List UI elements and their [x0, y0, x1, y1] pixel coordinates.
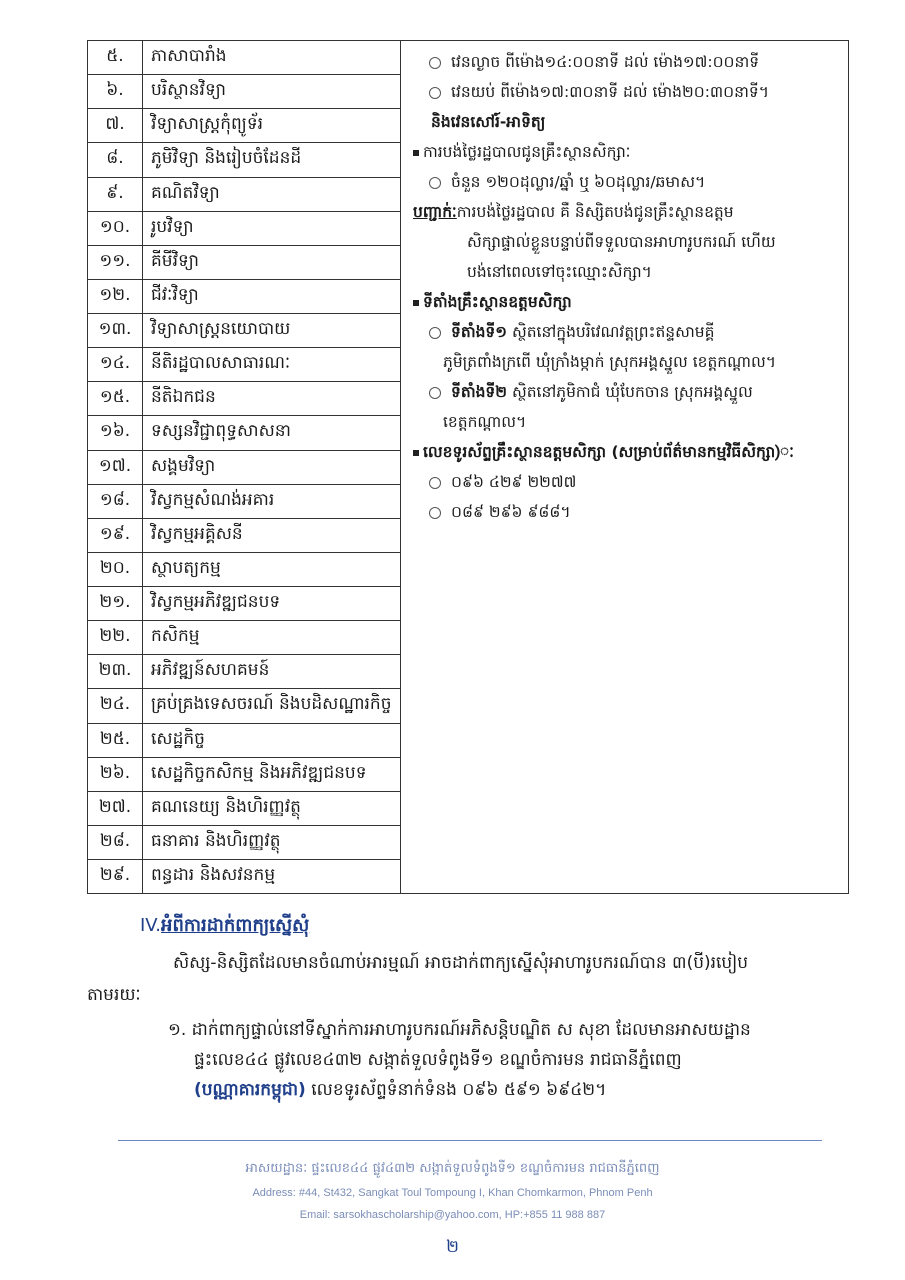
circle-bullet-icon: [429, 477, 441, 489]
phone-1: ០៩៦ ៤២៩ ២២៧៧: [413, 467, 840, 497]
square-bullet-icon: [413, 150, 419, 156]
row-number: ២៦.: [88, 758, 143, 791]
circle-bullet-icon: [429, 177, 441, 189]
fee-heading: ការបង់ថ្លៃរដ្ឋបាលជូនគ្រឹះស្ថានសិក្សាៈ: [413, 137, 840, 167]
major-name: វិស្វកម្មសំណង់អគារ: [151, 489, 275, 510]
table-row: [88, 280, 400, 314]
table-row: [88, 416, 400, 450]
location-2-line-1: ទីតាំងទី២ ស្ថិតនៅភូមិកាជំ ឃុំបែកចាន ស្រុកអង្គស្នួល: [413, 377, 840, 407]
table-row: [88, 587, 400, 621]
application-intro-line-2: តាមរយៈ: [87, 985, 141, 1005]
major-name: កសិកម្ម: [151, 626, 200, 647]
row-number: ១៤.: [88, 348, 143, 381]
row-number: ១០.: [88, 212, 143, 245]
note-label: បញ្ជាក់ៈ: [413, 203, 457, 221]
schedule-evening: វេនយប់ ពីម៉ោង១៧:៣០នាទី ដល់ ម៉ោង២០:៣០នាទី។: [413, 77, 840, 107]
location-2-line-2: ខេត្តកណ្ដាល។: [443, 413, 527, 431]
method-1-line-2: ផ្ទះលេខ៤៤ ផ្លូវលេខ៤៣២ សង្កាត់ទួលទំពូងទី១ ខណ្ឌចំការមន រាជធានីភ្នំពេញ: [194, 1050, 682, 1070]
table-row: [88, 485, 400, 519]
location-heading: ទីតាំងគ្រឹះស្ថានឧត្តមសិក្សា: [413, 287, 840, 317]
schedule-weekend: និងវេនសៅរ៍-អាទិត្យ: [431, 113, 546, 131]
table-row: [88, 348, 400, 382]
row-number: ១៥.: [88, 382, 143, 415]
table-row: [88, 451, 400, 485]
major-name: វិស្វកម្មអភិវឌ្ឍជនបទ: [151, 592, 281, 613]
row-number: ៩.: [88, 178, 143, 211]
footer-address-english: Address: #44, St432, Sangkat Toul Tompoung I, Khan Chomkarmon, Phnom Penh: [252, 1187, 653, 1199]
square-bullet-icon: [413, 450, 419, 456]
note-line-1: បញ្ជាក់ៈការបង់ថ្លៃរដ្ឋបាល គឺ និស្សិតបង់ជូនគ្រឹះស្ថានឧត្តម: [413, 203, 734, 221]
circle-bullet-icon: [429, 87, 441, 99]
table-row: [88, 75, 400, 109]
table-row: [88, 621, 400, 655]
table-row: [88, 382, 400, 416]
bookstore-name: (បណ្ណាគារកម្ពុជា): [194, 1080, 306, 1100]
major-name: ស្ថាបត្យកម្ម: [151, 557, 221, 578]
circle-bullet-icon: [429, 507, 441, 519]
row-number: ១២.: [88, 280, 143, 313]
row-number: ២៧.: [88, 792, 143, 825]
table-row: [88, 724, 400, 758]
footer-contact: Email: sarsokhascholarship@yahoo.com, HP:+855 11 988 887: [299, 1209, 606, 1221]
circle-bullet-icon: [429, 387, 441, 399]
circle-bullet-icon: [429, 57, 441, 69]
method-1-line-3: (បណ្ណាគារកម្ពុជា) លេខទូរស័ព្ទទំនាក់ទំនង ០៩៦ ៥៩១ ៦៩៤២។: [194, 1080, 607, 1100]
row-number: ៥.: [88, 41, 143, 74]
major-name: គ្រប់គ្រងទេសចរណ៍ និងបដិសណ្ឋារកិច្ច: [151, 694, 392, 715]
table-row: [88, 314, 400, 348]
major-name: វិទ្យាសាស្ត្រនយោបាយ: [151, 319, 291, 340]
major-name: នីតិរដ្ឋបាលសាធារណៈ: [151, 353, 291, 374]
table-row: [88, 178, 400, 212]
major-name: ធនាគារ និងហិរញ្ញវត្ថុ: [151, 830, 281, 851]
info-panel: [401, 41, 848, 893]
method-1-line-1: ១. ដាក់ពាក្យផ្ទាល់នៅទីស្នាក់ការអាហារូបករណ៍អភិសន្តិបណ្ឌិត ស សុខា ដែលមានអាសយដ្ឋាន: [168, 1020, 751, 1040]
row-number: ១៣.: [88, 314, 143, 347]
table-row: [88, 246, 400, 280]
major-name: វិទ្យាសាស្ត្រកុំព្យូទ័រ: [151, 114, 264, 135]
table-row: [88, 143, 400, 177]
row-number: ១៧.: [88, 451, 143, 484]
major-name: ភាសាបារាំង: [151, 46, 227, 67]
circle-bullet-icon: [429, 327, 441, 339]
row-number: ១៨.: [88, 485, 143, 518]
major-name: គីមីវិទ្យា: [151, 250, 199, 271]
fee-amount: ចំនួន ១២០ដុល្លារ/ឆ្នាំ ឬ ៦០ដុល្លារ/ឆមាស។: [413, 167, 840, 197]
row-number: ២៤.: [88, 689, 143, 722]
row-number: ២០.: [88, 553, 143, 586]
major-name: សេដ្ឋកិច្ច: [151, 728, 205, 749]
row-number: ២៩.: [88, 860, 143, 893]
footer-address-khmer: អាសយដ្ឋានៈ ផ្ទះលេខ៤៤ ផ្លូវ៤៣២ សង្កាត់ទួលទំពូងទី១ ខណ្ឌចំការមន រាជធានីភ្នំពេញ: [245, 1161, 660, 1176]
major-name: វិស្វកម្មអគ្គិសនី: [151, 523, 243, 544]
row-number: ២៥.: [88, 724, 143, 757]
table-row: [88, 792, 400, 826]
location-1-line-1: ទីតាំងទី១ ស្ថិតនៅក្នុងបរិវេណវត្តព្រះឥន្ទសាមគ្គី: [413, 317, 840, 347]
row-number: ១៩.: [88, 519, 143, 552]
row-number: ២២.: [88, 621, 143, 654]
row-number: ៧.: [88, 109, 143, 142]
table-row: [88, 519, 400, 553]
majors-list: [88, 41, 401, 893]
table-row: [88, 212, 400, 246]
row-number: ៨.: [88, 143, 143, 176]
square-bullet-icon: [413, 300, 419, 306]
phone-2: ០៨៩ ២៩៦ ៩៨៨។: [413, 497, 840, 527]
major-name: នីតិឯកជន: [151, 387, 216, 408]
major-name: គណនេយ្យ និងហិរញ្ញវត្ថុ: [151, 796, 301, 817]
table-row: [88, 109, 400, 143]
table-row: [88, 655, 400, 689]
application-method-1: [168, 1015, 852, 1105]
major-name: សង្គមវិទ្យា: [151, 455, 216, 476]
footer-divider: [118, 1140, 822, 1141]
major-name: គណិតវិទ្យា: [151, 182, 220, 203]
note-line-2: សិក្សាផ្ទាល់ខ្លួនបន្ទាប់ពីទទួលបានអាហារូបករណ៍ ហើយ: [467, 233, 776, 251]
page-number: ២: [446, 1237, 459, 1257]
section-iv-title: អំពីការដាក់ពាក្យស្នើសុំ: [161, 915, 310, 936]
table-row: [88, 758, 400, 792]
majors-table: [87, 40, 849, 894]
row-number: ៦.: [88, 75, 143, 108]
major-name: ភូមិវិទ្យា និងរៀបចំដែនដី: [151, 148, 302, 169]
major-name: រូបវិទ្យា: [151, 216, 194, 237]
major-name: អភិវឌ្ឍន៍សហគមន៍: [151, 660, 270, 681]
phone-heading: លេខទូរស័ព្ទគ្រឹះស្ថានឧត្តមសិក្សា (សម្រាប់ព័ត៌មានកម្មវិធីសិក្សា)ៈ: [413, 437, 840, 467]
table-row: [88, 689, 400, 723]
major-name: ពន្ធដារ និងសវនកម្ម: [151, 865, 276, 886]
row-number: ១៦.: [88, 416, 143, 449]
row-number: ២៣.: [88, 655, 143, 688]
major-name: ជីវៈវិទ្យា: [151, 284, 199, 305]
application-intro-line-1: សិស្ស-និស្សិតដែលមានចំណាប់អារម្មណ៍ អាចដាក់ពាក្យស្នើសុំអាហារូបករណ៍បាន ៣(បី)របៀប: [173, 953, 749, 973]
row-number: ២៨.: [88, 826, 143, 859]
row-number: ២១.: [88, 587, 143, 620]
table-row: [88, 41, 400, 75]
table-row: [88, 826, 400, 860]
major-name: សេដ្ឋកិច្ចកសិកម្ម និងអភិវឌ្ឍជនបទ: [151, 762, 367, 783]
major-name: បរិស្ថានវិទ្យា: [151, 80, 226, 101]
section-iv-heading: IV.អំពីការដាក់ពាក្យស្នើសុំ: [140, 915, 310, 936]
row-number: ១១.: [88, 246, 143, 279]
location-1-line-2: ភូមិត្រពាំងក្រពើ ឃុំក្រាំងម្កាក់ ស្រុកអង្គស្នួល ខេត្តកណ្ដាល។: [443, 353, 776, 371]
schedule-afternoon: វេនល្ងាច ពីម៉ោង១៤:០០នាទី ដល់ ម៉ោង១៧:០០នាទី: [413, 47, 840, 77]
table-row: [88, 553, 400, 587]
table-row: [88, 860, 400, 893]
note-line-3: បង់នៅពេលទៅចុះឈ្មោះសិក្សា។: [467, 263, 652, 281]
major-name: ទស្សនវិជ្ជាពុទ្ធសាសនា: [151, 421, 291, 442]
